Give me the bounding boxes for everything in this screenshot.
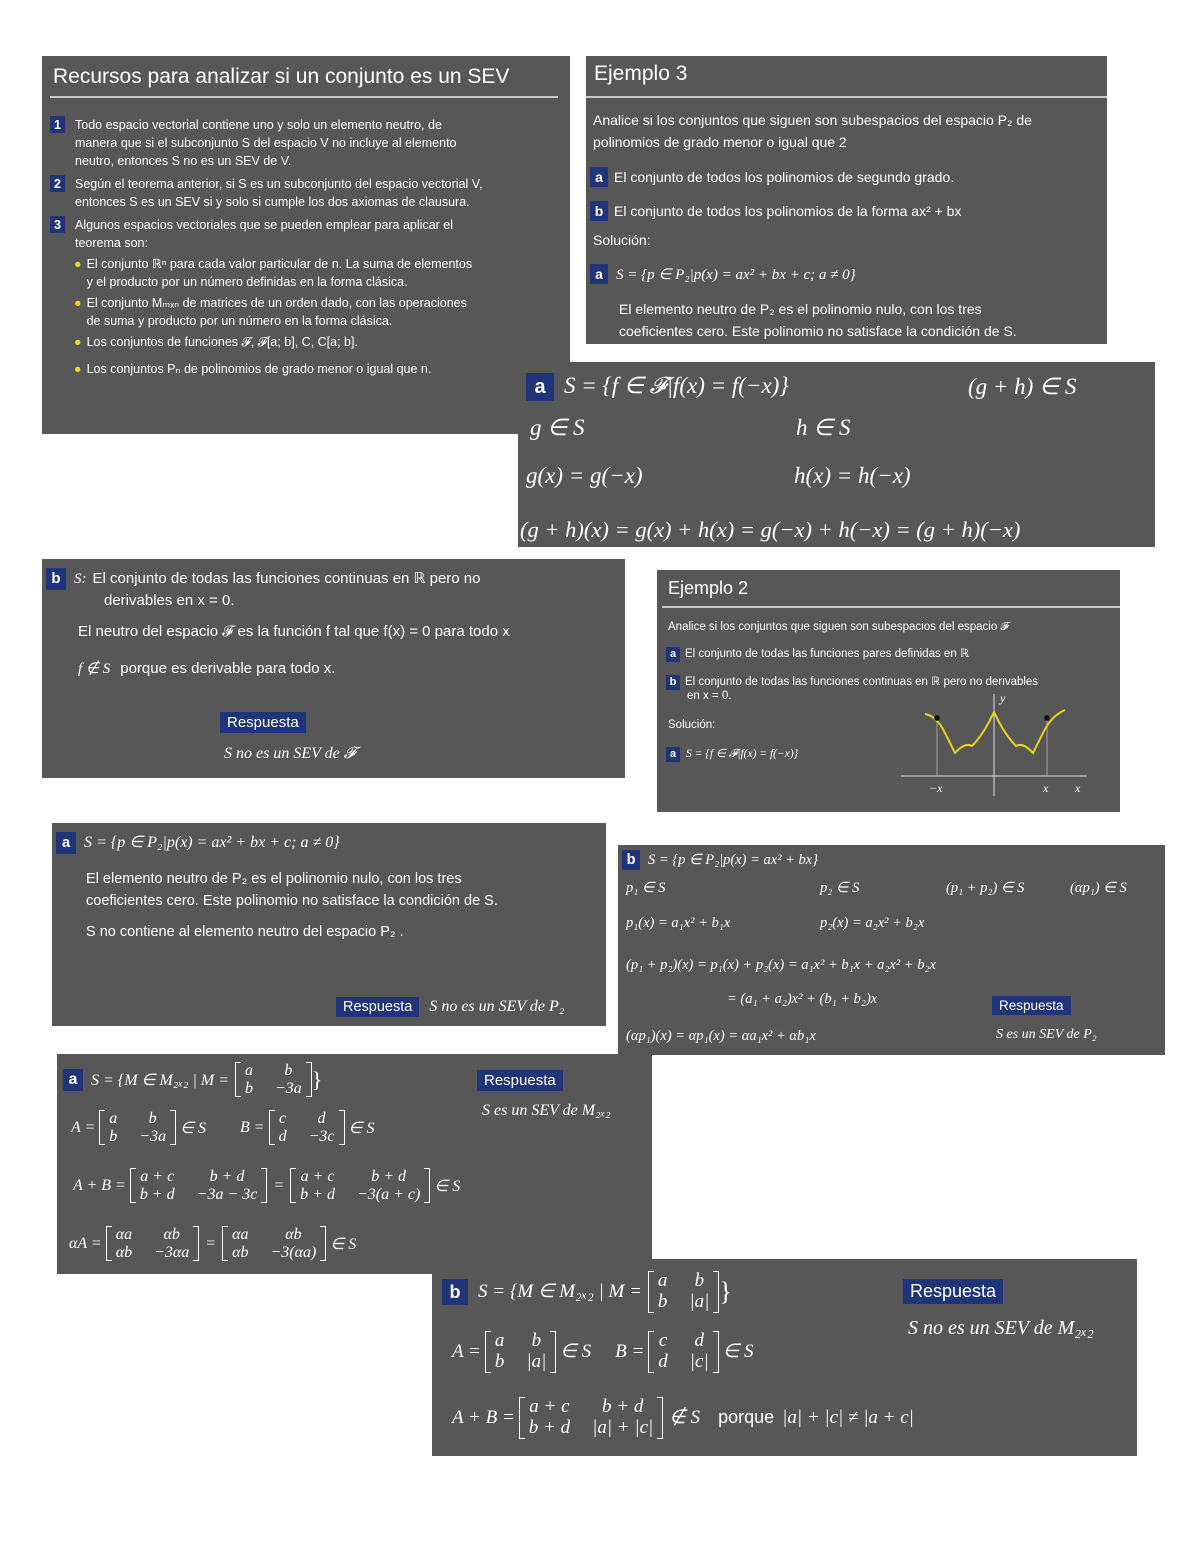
matrix-entry: αa <box>232 1226 249 1243</box>
matrix-entry: d <box>694 1330 704 1351</box>
neutral-line: El elemento neutro de P₂ es el polinomio nulo, con los tres <box>86 871 462 887</box>
bullet-line: El conjunto ℝⁿ para cada valor particular de n. La suma de elementos <box>86 257 473 271</box>
membership: ∈ S <box>180 1119 207 1137</box>
bullet-dot-icon: ● <box>74 335 82 349</box>
g-membership: g ∈ S <box>530 415 585 440</box>
because-text: porque <box>718 1407 775 1428</box>
resource-item <box>50 175 566 211</box>
set-definition: S = {p ∈ P₂|p(x) = ax² + bx} <box>648 852 819 868</box>
polynomial-b-panel <box>618 845 1165 1055</box>
b-label: B = <box>615 1340 645 1362</box>
set-row <box>56 832 340 854</box>
matrix-entry: b + d <box>300 1185 335 1203</box>
set-definition: S = {p ∈ P₂|p(x) = ax² + bx + c; a ≠ 0} <box>84 834 340 851</box>
option-tag: b <box>46 568 66 590</box>
option-tag: b <box>590 201 608 221</box>
matrix-a-panel <box>57 1054 652 1274</box>
answer-block <box>903 1279 1003 1304</box>
bullet-line: Los conjuntos de funciones 𝓕, 𝓕[a; b], C, C[a; b]. <box>86 335 358 349</box>
scalar-label: αA = <box>69 1234 102 1252</box>
option-tag: a <box>63 1069 83 1091</box>
neutral-line: coeficientes cero. Este polinomio no satisface la condición de S. <box>619 323 1017 339</box>
matrix-entry: a + c <box>300 1168 335 1185</box>
matrix-entry: a + c <box>140 1168 175 1185</box>
neg-x-point <box>934 715 940 721</box>
option-tag: a <box>526 373 554 401</box>
set-row <box>442 1271 732 1313</box>
matrix-entry: b + d <box>528 1416 571 1438</box>
bullet-item <box>74 333 566 351</box>
item-number: 1 <box>50 116 65 133</box>
matrix-entry: d <box>658 1350 668 1372</box>
continuous-functions-panel <box>42 559 625 778</box>
option-tag: a <box>590 167 608 187</box>
even-functions-panel <box>518 362 1155 547</box>
matrix-a <box>99 1110 176 1145</box>
matrix-entry: b + d <box>209 1168 245 1185</box>
item-line: manera que si el subconjunto S del espacio V no incluye al elemento <box>75 136 457 150</box>
sum-row <box>73 1168 460 1203</box>
answer-text: S no es un SEV de M₂ₓ₂ <box>908 1317 1094 1339</box>
solution-label: Solución: <box>593 232 651 248</box>
bullet-item <box>74 360 566 378</box>
answer-label: Respuesta <box>220 712 306 733</box>
sum-matrix <box>130 1168 268 1203</box>
matrix-b <box>648 1331 718 1373</box>
matrix-entry: αb <box>285 1226 302 1243</box>
matrix-entry: c <box>658 1330 668 1351</box>
membership: ∈ S <box>560 1341 592 1363</box>
function-curve <box>925 710 1065 753</box>
equals: = <box>273 1176 285 1194</box>
title-rule <box>586 96 1107 98</box>
set-description: El conjunto de todas las funciones continuas en ℝ pero no <box>92 570 481 587</box>
resource-item <box>50 216 566 252</box>
answer-block <box>477 1070 563 1091</box>
matrix-entry: d <box>278 1127 287 1145</box>
p2-membership: p₂ ∈ S <box>820 880 860 896</box>
matrix-entry: |a| <box>526 1350 547 1372</box>
option-tag: a <box>666 747 680 762</box>
set-suffix: } <box>311 1066 323 1092</box>
solution-a <box>590 264 856 284</box>
answer-text: S es un SEV de P₂ <box>996 1027 1097 1042</box>
resources-list <box>50 116 566 378</box>
title-rule <box>662 606 1120 608</box>
item-line: Algunos espacios vectoriales que se pueden emplear para aplicar el <box>75 218 454 232</box>
option-a <box>666 646 969 662</box>
notin-math: f ∉ S <box>78 661 111 677</box>
sum-expansion: (p₁ + p₂)(x) = p₁(x) + p₂(x) = a₁x² + b₁x + a₂x² + b₂x <box>626 957 936 973</box>
solution-a <box>666 746 798 762</box>
set-matrix <box>235 1062 312 1097</box>
notin-reason: porque es derivable para todo x. <box>120 660 336 677</box>
neg-x-label: −x <box>929 781 943 795</box>
option-tag: b <box>666 675 680 690</box>
matrix-entry: b + d <box>139 1185 175 1203</box>
a-label: A = <box>452 1340 481 1362</box>
matrix-b <box>269 1110 345 1145</box>
neutral-line: coeficientes cero. Este polinomio no satisface la condición de S. <box>86 893 498 909</box>
resource-item <box>50 116 566 170</box>
scalar-matrix <box>106 1226 200 1261</box>
option-tag: b <box>622 850 640 870</box>
g-parity: g(x) = g(−x) <box>526 463 643 488</box>
neutral-line: El elemento neutro de P₂ es el polinomio nulo, con los tres <box>619 301 982 317</box>
matrix-entry: αb <box>115 1243 133 1261</box>
matrix-entry: b <box>657 1290 668 1312</box>
answer-label: Respuesta <box>992 996 1071 1015</box>
bullet-item <box>74 294 566 330</box>
set-row <box>63 1062 322 1097</box>
pos-x-label: x <box>1043 781 1049 795</box>
equals: = <box>205 1234 217 1252</box>
scalar-matrix-factored <box>222 1226 326 1261</box>
item-line: neutro, entonces S no es un SEV de V. <box>75 154 292 168</box>
membership: ∈ S <box>330 1235 357 1253</box>
h-parity: h(x) = h(−x) <box>794 463 911 488</box>
answer-block <box>220 712 306 733</box>
option-tag: a <box>666 647 680 662</box>
bullet-dot-icon: ● <box>74 362 82 376</box>
example2-title: Ejemplo 2 <box>668 578 749 598</box>
matrix-entry: a <box>494 1330 505 1351</box>
item-line: teorema son: <box>75 236 148 250</box>
matrix-a <box>485 1331 556 1373</box>
bullet-dot-icon: ● <box>74 257 82 271</box>
b-label: B = <box>240 1118 265 1136</box>
solution-label: Solución: <box>668 719 716 731</box>
option-text: El conjunto de todas las funciones pares definidas en ℝ <box>685 648 970 660</box>
even-function-graph <box>897 688 1117 808</box>
matrix-entry: b <box>694 1270 705 1291</box>
matrix-entry: −3a − 3c <box>196 1185 258 1203</box>
set-prefix: S = {M ∈ M₂ₓ₂ | M = <box>91 1071 229 1089</box>
matrix-entry: −3c <box>308 1127 335 1145</box>
matrix-entry: |a| <box>689 1290 710 1312</box>
matrix-entry: b <box>284 1062 293 1079</box>
sum-simplified: = (a₁ + a₂)x² + (b₁ + b₂)x <box>727 991 878 1007</box>
sum-row <box>452 1397 914 1439</box>
notin-row <box>78 659 335 678</box>
matrix-entry: −3(αa) <box>270 1243 317 1261</box>
item-line: Todo espacio vectorial contiene uno y solo un elemento neutro, de <box>75 118 442 132</box>
option-tag: a <box>56 832 76 854</box>
matrix-entry: b <box>109 1127 118 1145</box>
matrix-entry: a <box>244 1062 253 1079</box>
matrix-entry: b <box>148 1110 157 1127</box>
set-suffix: } <box>719 1276 732 1306</box>
matrix-entry: b <box>244 1079 253 1097</box>
bullet-item <box>74 255 566 291</box>
example3-panel <box>586 56 1107 344</box>
sum-closure: (p₁ + p₂) ∈ S <box>946 880 1025 896</box>
matrix-entry: a <box>657 1270 668 1291</box>
option-text: El conjunto de todas las funciones continuas en ℝ pero no derivables <box>685 676 1039 688</box>
set-matrix <box>648 1271 719 1313</box>
matrix-entry: −3αa <box>154 1243 190 1261</box>
answer-block <box>992 996 1071 1015</box>
matrix-entry: c <box>279 1110 287 1127</box>
membership: ∈ S <box>434 1177 461 1195</box>
option-tag: b <box>442 1279 468 1305</box>
item-line: Según el teorema anterior, si S es un subconjunto del espacio vectorial V, <box>75 177 483 191</box>
scalar-row <box>69 1226 356 1261</box>
matrix-entry: b <box>531 1330 542 1351</box>
bullet-line: y el producto por un número definidas en la forma clásica. <box>86 275 408 289</box>
sum-matrix <box>519 1397 663 1439</box>
resources-panel <box>42 56 570 434</box>
polynomial-a-panel <box>52 823 606 1026</box>
option-a <box>590 167 954 187</box>
y-axis-label: y <box>1000 691 1006 705</box>
p1-definition: p₁(x) = a₁x² + b₁x <box>626 915 731 931</box>
bullet-line: Los conjuntos Pₙ de polinomios de grado menor o igual que n. <box>86 362 432 376</box>
bullet-line: de suma y producto por un número en la forma clásica. <box>86 314 393 328</box>
answer-row <box>336 997 564 1017</box>
membership: ∈ S <box>722 1341 754 1363</box>
example2-panel <box>657 570 1120 812</box>
x-axis-label: x <box>1075 781 1081 795</box>
ab-definition-row <box>71 1110 374 1145</box>
option-text: El conjunto de todos los polinomios de la forma ax² + bx <box>614 203 962 219</box>
matrix-entry: b + d <box>371 1168 407 1185</box>
set-row <box>46 568 480 590</box>
set-definition: S = {p ∈ P₂|p(x) = ax² + bx + c; a ≠ 0} <box>616 267 856 283</box>
matrix-entry: |a| + |c| <box>592 1416 654 1438</box>
ab-definition-row <box>452 1331 754 1373</box>
item-line: entonces S es un SEV si y solo si cumple los dos axiomas de clausura. <box>75 195 470 209</box>
matrix-entry: d <box>317 1110 326 1127</box>
a-label: A = <box>71 1118 96 1136</box>
scalar-closure: (αp₁) ∈ S <box>1070 880 1127 896</box>
set-definition: S = {f ∈ 𝓕|f(x) = f(−x)} <box>686 748 799 760</box>
p2-definition: p₂(x) = a₂x² + b₂x <box>820 915 925 931</box>
resources-title: Recursos para analizar si un conjunto es un SEV <box>53 65 510 88</box>
h-membership: h ∈ S <box>796 415 851 440</box>
matrix-entry: a + c <box>529 1396 570 1417</box>
intro-line: Analice si los conjuntos que siguen son subespacios del espacio P₂ de <box>593 112 1032 128</box>
answer-text: S no es un SEV de 𝓕 <box>224 745 356 762</box>
non-membership: ∉ S <box>669 1407 701 1429</box>
matrix-entry: −3(a + c) <box>356 1185 421 1203</box>
option-tag: a <box>590 264 608 284</box>
answer-label: Respuesta <box>336 997 419 1017</box>
intro-line: Analice si los conjuntos que siguen son subespacios del espacio 𝓕 <box>668 621 1009 633</box>
sum-label: A + B = <box>73 1176 126 1194</box>
answer-label: Respuesta <box>477 1070 563 1091</box>
answer-text: S es un SEV de M₂ₓ₂ <box>482 1102 611 1119</box>
matrix-entry: −3a <box>139 1127 167 1145</box>
matrix-entry: a <box>109 1110 118 1127</box>
membership: ∈ S <box>348 1119 375 1137</box>
sum-chain: (g + h)(x) = g(x) + h(x) = g(−x) + h(−x) = (g + h)(−x) <box>520 517 1021 542</box>
matrix-entry: b + d <box>602 1396 644 1417</box>
matrix-entry: b <box>494 1350 505 1372</box>
matrix-entry: −3a <box>274 1079 302 1097</box>
bullet-line: El conjunto Mₘₓₙ de matrices de un orden dado, con las operaciones <box>86 296 467 310</box>
set-prefix: S = {M ∈ M₂ₓ₂ | M = <box>478 1281 642 1303</box>
intro-line: polinomios de grado menor o igual que 2 <box>593 134 847 150</box>
answer-text: S no es un SEV de P₂ <box>429 998 565 1015</box>
item-number: 2 <box>50 175 65 192</box>
pos-x-point <box>1044 715 1050 721</box>
set-definition: S = {f ∈ 𝓕|f(x) = f(−x)} <box>564 373 789 398</box>
matrix-entry: αb <box>232 1243 249 1261</box>
title-rule <box>50 96 558 98</box>
sum-matrix-factored <box>290 1168 430 1203</box>
set-symbol: S: <box>74 571 87 587</box>
p1-membership: p₁ ∈ S <box>626 880 666 896</box>
example3-title: Ejemplo 3 <box>594 62 688 85</box>
matrix-entry: αa <box>115 1226 133 1243</box>
item-number: 3 <box>50 216 65 233</box>
scalar-expansion: (αp₁)(x) = αp₁(x) = αa₁x² + αb₁x <box>626 1028 816 1044</box>
bullet-dot-icon: ● <box>74 296 82 310</box>
closure-statement: (g + h) ∈ S <box>968 374 1077 399</box>
sum-label: A + B = <box>452 1406 515 1428</box>
neutral-conclusion: S no contiene al elemento neutro del espacio P₂ . <box>86 924 404 940</box>
set-description: derivables en x = 0. <box>104 592 235 609</box>
matrix-entry: αb <box>163 1226 180 1243</box>
set-row <box>622 850 818 870</box>
answer-label: Respuesta <box>903 1279 1003 1304</box>
matrix-b-panel <box>432 1259 1137 1456</box>
option-text: El conjunto de todos los polinomios de segundo grado. <box>614 169 955 185</box>
because-math: |a| + |c| ≠ |a + c| <box>782 1406 914 1428</box>
matrix-entry: |c| <box>689 1350 709 1372</box>
set-row <box>526 372 789 401</box>
option-text: en x = 0. <box>687 690 732 702</box>
option-b <box>590 201 961 221</box>
neutral-statement: El neutro del espacio 𝓕 es la función f tal que f(x) = 0 para todo x <box>78 623 510 640</box>
